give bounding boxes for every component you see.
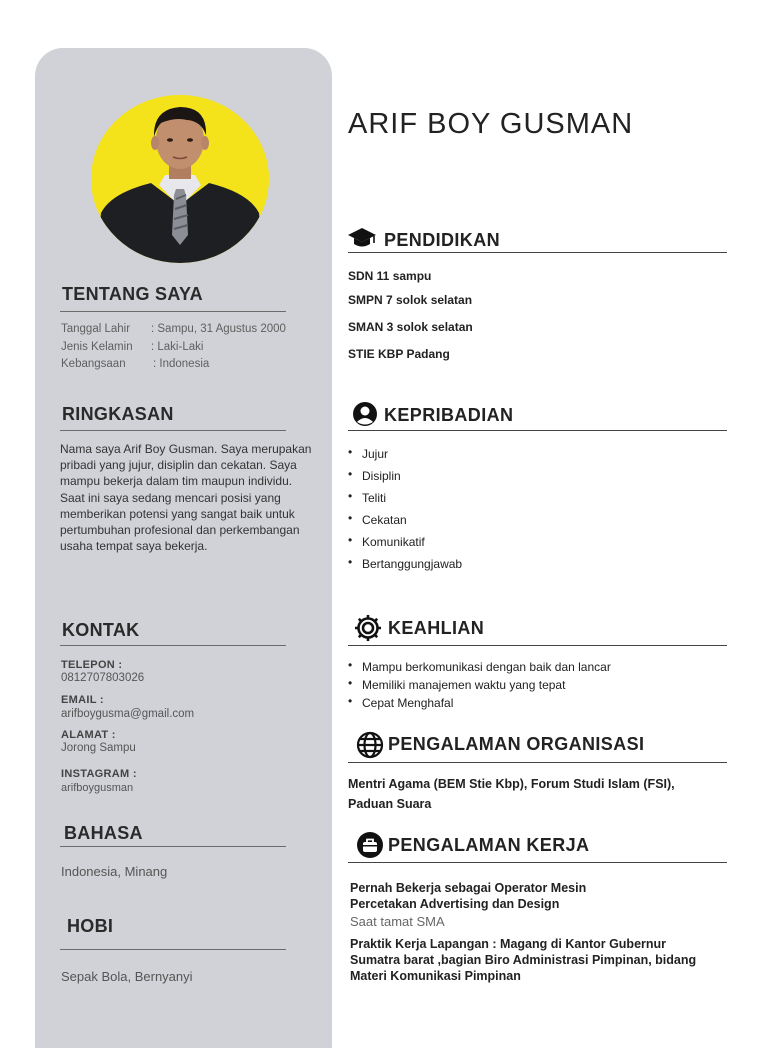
personality-item: • Teliti bbox=[348, 491, 386, 505]
work-job2-line: Praktik Kerja Lapangan : Magang di Kantor Gubernur bbox=[350, 937, 667, 951]
personality-item: • Komunikatif bbox=[348, 535, 425, 549]
education-item: SDN 11 sampu bbox=[348, 269, 432, 283]
info-label: Tanggal Lahir bbox=[61, 323, 131, 335]
info-label: Jenis Kelamin bbox=[61, 341, 133, 353]
contact-address-label: ALAMAT : bbox=[61, 729, 116, 741]
skill-item: • Cepat Menghafal bbox=[348, 696, 453, 710]
skill-item: • Mampu berkomunikasi dengan baik dan lancar bbox=[348, 660, 611, 674]
summary-title: RINGKASAN bbox=[62, 404, 174, 424]
personality-item: • Cekatan bbox=[348, 513, 407, 527]
personality-title: KEPRIBADIAN bbox=[384, 405, 514, 425]
organization-title: PENGALAMAN ORGANISASI bbox=[388, 734, 645, 754]
personality-item: • Disiplin bbox=[348, 469, 401, 483]
hobby-title: HOBI bbox=[67, 916, 114, 936]
summary-divider bbox=[60, 430, 286, 431]
personality-item: • Bertanggungjawab bbox=[348, 557, 462, 571]
info-label: Kebangsaan bbox=[61, 358, 126, 370]
contact-phone-label: TELEPON : bbox=[61, 659, 123, 671]
skills-divider bbox=[348, 645, 727, 646]
work-job1-line: Pernah Bekerja sebagai Operator Mesin bbox=[350, 881, 587, 895]
info-row-gender bbox=[61, 341, 203, 353]
contact-address-value: Jorong Sampu bbox=[61, 742, 136, 754]
info-value: : Laki-Laki bbox=[151, 341, 204, 353]
globe-icon bbox=[356, 731, 384, 764]
contact-email-label: EMAIL : bbox=[61, 694, 104, 706]
organization-line: Paduan Suara bbox=[348, 797, 432, 811]
education-item: SMAN 3 solok selatan bbox=[348, 320, 473, 334]
user-circle-icon bbox=[352, 401, 378, 432]
personality-item: • Jujur bbox=[348, 447, 388, 461]
hobby-value: Sepak Bola, Bernyanyi bbox=[61, 969, 193, 984]
work-title: PENGALAMAN KERJA bbox=[388, 835, 590, 855]
full-name: ARIF BOY GUSMAN bbox=[348, 108, 634, 140]
skills-title: KEAHLIAN bbox=[388, 618, 485, 638]
contact-instagram-value: arifboygusman bbox=[61, 782, 134, 794]
contact-phone-value: 0812707803026 bbox=[61, 672, 145, 684]
language-divider bbox=[60, 846, 286, 847]
work-job2-line: Sumatra barat ,bagian Biro Administrasi Pimpinan, bidang bbox=[350, 953, 697, 967]
education-title: PENDIDIKAN bbox=[384, 230, 501, 250]
organization-line: Mentri Agama (BEM Stie Kbp), Forum Studi Islam (FSI), bbox=[348, 777, 675, 791]
skill-item: • Memiliki manajemen waktu yang tepat bbox=[348, 678, 565, 692]
work-job2-line: Materi Komunikasi Pimpinan bbox=[350, 969, 521, 983]
summary-text: Nama saya Arif Boy Gusman. Saya merupakan pribadi yang jujur, disiplin dan cekatan. Saya mampu bekerja dalam tim maupun individu. Saat ini saya sedang mencari posisi yang memberikan potensi yang sangat baik untuk pertumbuhan profesional dan perkembangan usaha tempat saya bekerja. bbox=[60, 442, 312, 554]
language-title: BAHASA bbox=[64, 823, 143, 843]
education-item: SMPN 7 solok selatan bbox=[348, 293, 473, 307]
info-row-birth bbox=[61, 323, 286, 335]
education-divider bbox=[348, 252, 727, 253]
about-divider bbox=[60, 311, 286, 312]
work-job1-line: Percetakan Advertising dan Design bbox=[350, 897, 560, 911]
graduation-cap-icon bbox=[347, 226, 377, 255]
contact-divider bbox=[60, 645, 286, 646]
briefcase-icon bbox=[356, 831, 384, 864]
info-row-nationality bbox=[61, 358, 209, 370]
education-item: STIE KBP Padang bbox=[348, 347, 450, 361]
work-job1-note: Saat tamat SMA bbox=[350, 914, 445, 929]
info-value: : Sampu, 31 Agustus 2000 bbox=[151, 323, 286, 335]
hobby-divider bbox=[60, 949, 286, 950]
contact-instagram-label: INSTAGRAM : bbox=[61, 768, 137, 780]
personality-divider bbox=[348, 430, 727, 431]
work-divider bbox=[348, 862, 727, 863]
organization-divider bbox=[348, 762, 727, 763]
contact-email-value: arifboygusma@gmail.com bbox=[61, 708, 195, 720]
gear-icon bbox=[353, 613, 383, 648]
contact-title: KONTAK bbox=[62, 620, 140, 640]
portrait-image bbox=[91, 95, 269, 263]
profile-photo bbox=[91, 95, 269, 263]
language-value: Indonesia, Minang bbox=[61, 864, 168, 879]
info-value: : Indonesia bbox=[153, 358, 210, 370]
about-title: TENTANG SAYA bbox=[62, 284, 203, 304]
